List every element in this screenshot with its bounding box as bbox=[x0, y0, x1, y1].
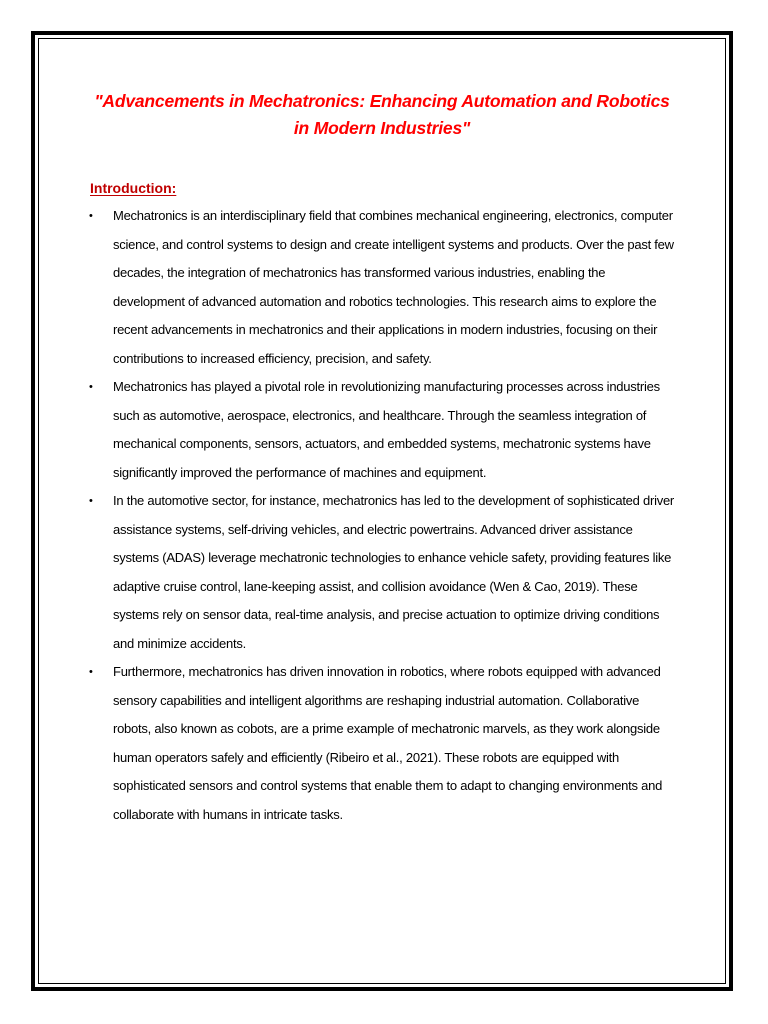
bullet-icon: • bbox=[89, 381, 93, 393]
document-body bbox=[86, 88, 678, 829]
list-item bbox=[86, 373, 678, 487]
bullet-icon: • bbox=[89, 495, 93, 507]
paragraph-text: Mechatronics is an interdisciplinary field that combines mechanical engineering, electronics, computer science, and control systems to design and create intelligent systems and products. Over the past few decades, the integration of mechatronics has transformed various industries, enabling the development of advanced automation and robotics technologies. This research aims to explore the recent advancements in mechatronics and their applications in modern industries, focusing on their contributions to increased efficiency, precision, and safety. bbox=[113, 208, 674, 366]
paragraph-text: In the automotive sector, for instance, mechatronics has led to the development of sophisticated driver assistance systems, self-driving vehicles, and electric powertrains. Advanced driver assistance systems (ADAS) leverage mechatronic technologies to enhance vehicle safety, providing features like adaptive cruise control, lane-keeping assist, and collision avoidance (Wen & Cao, 2019). These systems rely on sensor data, real-time analysis, and precise actuation to optimize driving conditions and minimize accidents. bbox=[113, 493, 675, 651]
list-item bbox=[86, 487, 678, 658]
paragraph-text: Mechatronics has played a pivotal role in revolutionizing manufacturing processes across industries such as automotive, aerospace, electronics, and healthcare. Through the seamless integration of mechanical components, sensors, actuators, and embedded systems, mechatronic systems have significantly improved the performance of machines and equipment. bbox=[113, 379, 660, 480]
list-item bbox=[86, 658, 678, 829]
list-item bbox=[86, 202, 678, 373]
bullet-list bbox=[86, 202, 678, 829]
paragraph-text: Furthermore, mechatronics has driven innovation in robotics, where robots equipped with advanced sensory capabilities and intelligent algorithms are reshaping industrial automation. Collaborative robots, also known as cobots, are a prime example of mechatronic marvels, as they work alongside human operators safely and efficiently (Ribeiro et al., 2021). These robots are equipped with sophisticated sensors and control systems that enable them to adapt to changing environments and collaborate with humans in intricate tasks. bbox=[113, 664, 663, 822]
document-title: "Advancements in Mechatronics: Enhancing Automation and Robotics in Modern Industries" bbox=[94, 91, 670, 138]
bullet-icon: • bbox=[89, 666, 93, 678]
section-heading-introduction: Introduction: bbox=[90, 180, 177, 196]
bullet-icon: • bbox=[89, 210, 93, 222]
